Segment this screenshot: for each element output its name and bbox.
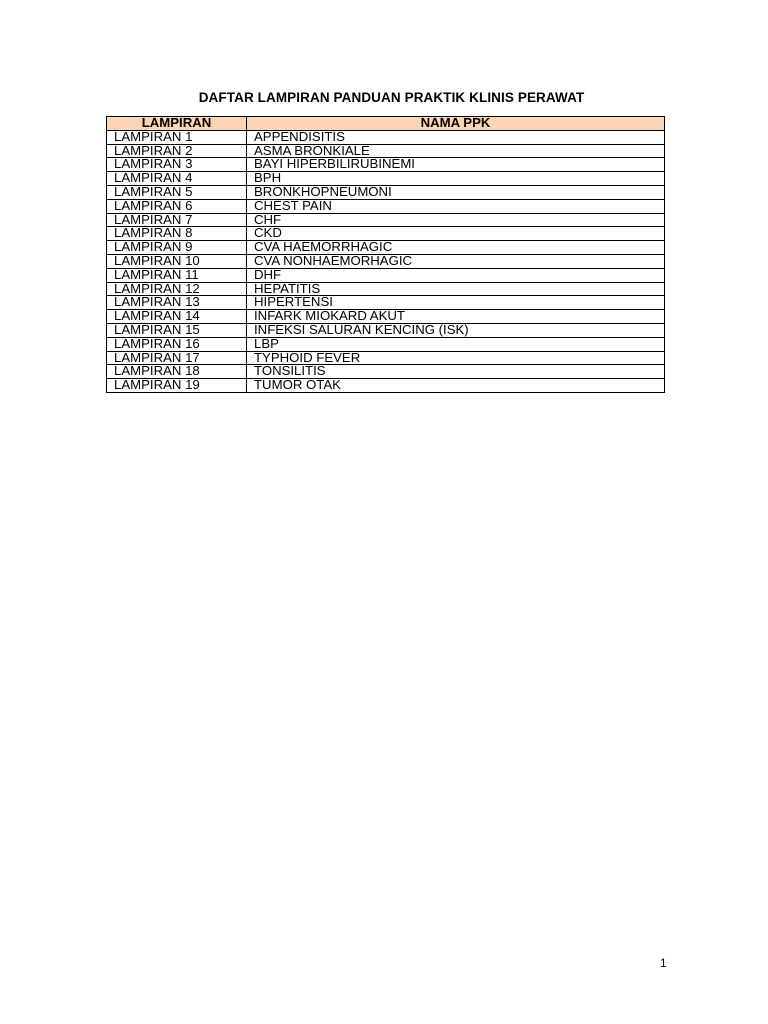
cell-lampiran: LAMPIRAN 15 — [107, 323, 247, 337]
cell-nama-ppk: ASMA BRONKIALE — [247, 144, 665, 158]
table-row — [107, 158, 665, 172]
cell-lampiran: LAMPIRAN 9 — [107, 241, 247, 255]
table-row — [107, 227, 665, 241]
table-row — [107, 172, 665, 186]
cell-lampiran: LAMPIRAN 16 — [107, 337, 247, 351]
cell-nama-ppk: HIPERTENSI — [247, 296, 665, 310]
table-row — [107, 213, 665, 227]
cell-nama-ppk: BPH — [247, 172, 665, 186]
cell-nama-ppk: BRONKHOPNEUMONI — [247, 185, 665, 199]
cell-lampiran: LAMPIRAN 1 — [107, 130, 247, 144]
table-header-row — [107, 117, 665, 131]
table-row — [107, 310, 665, 324]
table-row — [107, 254, 665, 268]
cell-nama-ppk: HEPATITIS — [247, 282, 665, 296]
cell-lampiran: LAMPIRAN 17 — [107, 351, 247, 365]
cell-lampiran: LAMPIRAN 10 — [107, 254, 247, 268]
cell-lampiran: LAMPIRAN 13 — [107, 296, 247, 310]
cell-nama-ppk: DHF — [247, 268, 665, 282]
cell-lampiran: LAMPIRAN 2 — [107, 144, 247, 158]
page-number: 1 — [660, 956, 667, 970]
table-row — [107, 337, 665, 351]
column-header-nama-ppk: NAMA PPK — [247, 117, 665, 131]
cell-nama-ppk: APPENDISITIS — [247, 130, 665, 144]
cell-nama-ppk: LBP — [247, 337, 665, 351]
table-row — [107, 241, 665, 255]
cell-lampiran: LAMPIRAN 8 — [107, 227, 247, 241]
table-row — [107, 130, 665, 144]
cell-nama-ppk: CVA NONHAEMORHAGIC — [247, 254, 665, 268]
table-row — [107, 296, 665, 310]
table-row — [107, 282, 665, 296]
table-row — [107, 185, 665, 199]
cell-nama-ppk: TONSILITIS — [247, 365, 665, 379]
cell-nama-ppk: INFARK MIOKARD AKUT — [247, 310, 665, 324]
cell-lampiran: LAMPIRAN 12 — [107, 282, 247, 296]
table-row — [107, 365, 665, 379]
cell-nama-ppk: INFEKSI SALURAN KENCING (ISK) — [247, 323, 665, 337]
cell-lampiran: LAMPIRAN 11 — [107, 268, 247, 282]
table-row — [107, 268, 665, 282]
cell-nama-ppk: CHF — [247, 213, 665, 227]
cell-nama-ppk: BAYI HIPERBILIRUBINEMI — [247, 158, 665, 172]
cell-lampiran: LAMPIRAN 18 — [107, 365, 247, 379]
cell-nama-ppk: CKD — [247, 227, 665, 241]
column-header-lampiran: LAMPIRAN — [107, 117, 247, 131]
table-row — [107, 351, 665, 365]
table-row — [107, 144, 665, 158]
cell-nama-ppk: CVA HAEMORRHAGIC — [247, 241, 665, 255]
cell-lampiran: LAMPIRAN 4 — [107, 172, 247, 186]
cell-nama-ppk: TUMOR OTAK — [247, 379, 665, 393]
cell-nama-ppk: CHEST PAIN — [247, 199, 665, 213]
cell-lampiran: LAMPIRAN 3 — [107, 158, 247, 172]
table-row — [107, 323, 665, 337]
cell-lampiran: LAMPIRAN 7 — [107, 213, 247, 227]
cell-lampiran: LAMPIRAN 14 — [107, 310, 247, 324]
cell-lampiran: LAMPIRAN 5 — [107, 185, 247, 199]
lampiran-table — [106, 116, 665, 393]
table-body — [107, 130, 665, 392]
table-row — [107, 379, 665, 393]
cell-nama-ppk: TYPHOID FEVER — [247, 351, 665, 365]
document-title: DAFTAR LAMPIRAN PANDUAN PRAKTIK KLINIS PERAWAT — [198, 90, 585, 105]
table-row — [107, 199, 665, 213]
cell-lampiran: LAMPIRAN 19 — [107, 379, 247, 393]
cell-lampiran: LAMPIRAN 6 — [107, 199, 247, 213]
